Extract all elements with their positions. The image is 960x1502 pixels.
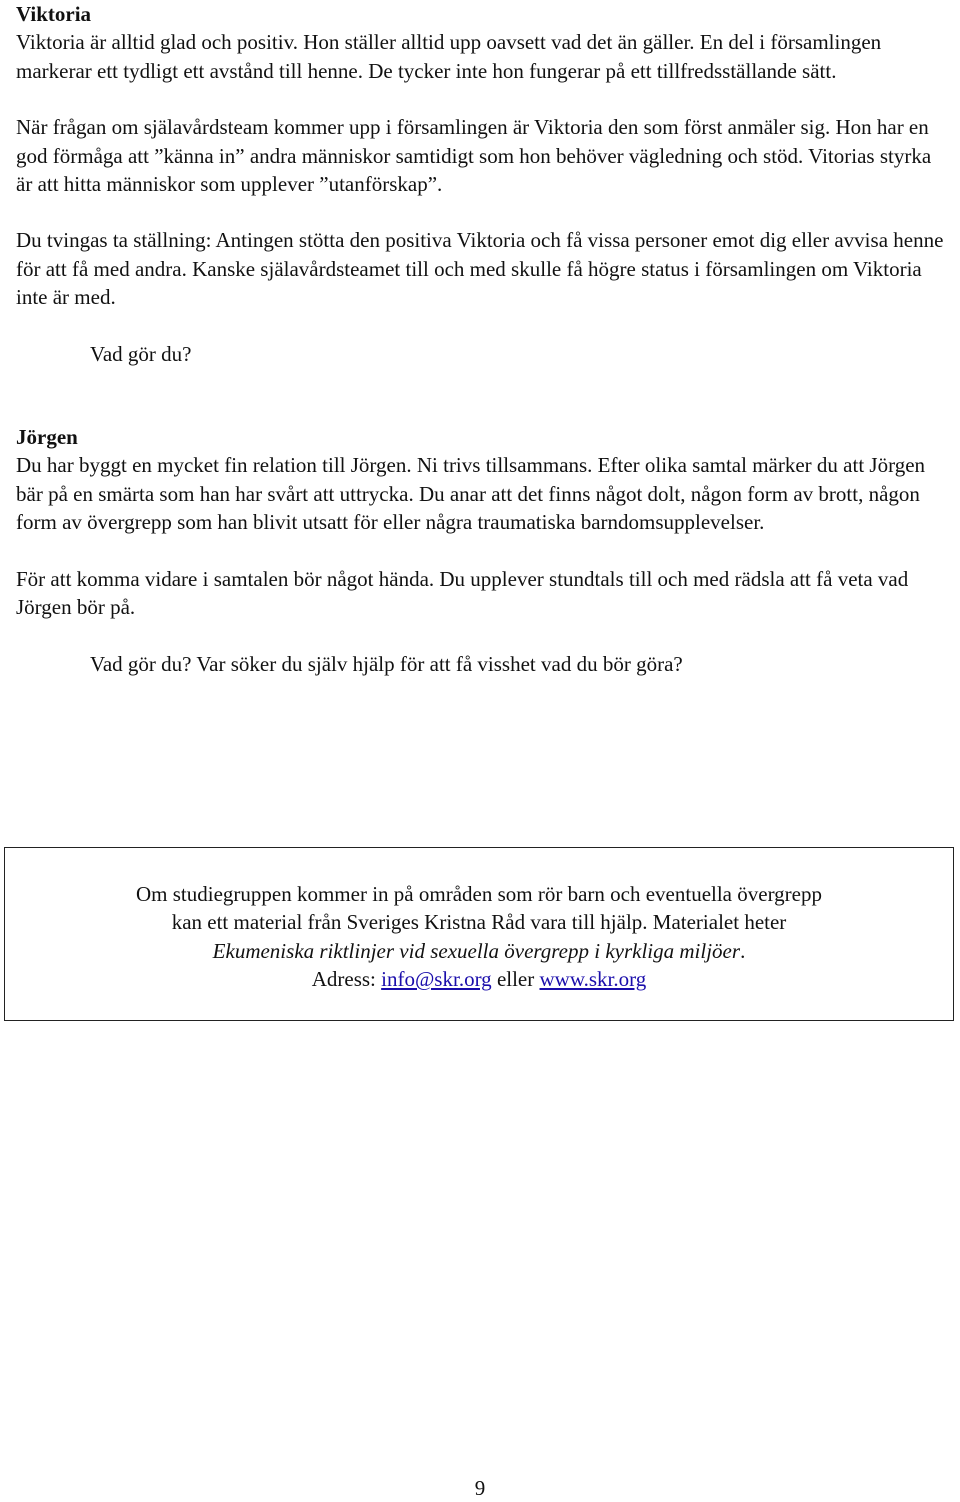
viktoria-question: Vad gör du? (90, 341, 192, 366)
section-heading-jorgen: Jörgen (16, 425, 78, 450)
section-jorgen (16, 423, 946, 678)
viktoria-paragraph-2: När frågan om själavårdsteam kommer upp i församlingen är Viktoria den som först anmäler sig. Hon har en god förmåga att ”känna in” andra människor samtidigt som hon behöver vägledning och stöd. Vitorias styrka är att hitta människor som upplever ”utanförskap”. (16, 115, 932, 197)
info-address-line (5, 965, 953, 993)
jorgen-question: Vad gör du? Var söker du själv hjälp för att få visshet vad du bör göra? (90, 651, 683, 676)
jorgen-paragraph-1: Du har byggt en mycket fin relation till Jörgen. Ni trivs tillsammans. Efter olika samtal märker du att Jörgen bär på en smärta som han har svårt att uttrycka. Du anar att det finns något dolt, någon form av brott, någon form av övergrepp som han blivit utsatt för eller några traumatiska barndomsupplevelser. (16, 453, 926, 535)
info-or: eller (491, 967, 540, 992)
jorgen-paragraph-2: För att komma vidare i samtalen bör något hända. Du upplever stundtals till och med rädsla att få veta vad Jörgen bör på. (16, 566, 909, 620)
info-box (4, 847, 954, 1021)
page-number: 9 (474, 1476, 486, 1500)
info-line-2: kan ett material från Sveriges Kristna Råd vara till hjälp. Materialet heter (171, 910, 787, 935)
document-page (16, 0, 946, 678)
section-viktoria (16, 0, 946, 368)
section-heading-viktoria: Viktoria (16, 2, 92, 26)
info-material-title-line (5, 937, 953, 965)
info-address-label: Adress: (311, 967, 382, 992)
viktoria-paragraph-1: Viktoria är alltid glad och positiv. Hon ställer alltid upp oavsett vad det än gäller. En del i församlingen markerar ett tydligt ett avstånd till henne. De tycker inte hon fungerar på ett tillfredsställande sätt. (16, 30, 882, 83)
info-material-title-end: . (740, 938, 746, 963)
info-material-title: Ekumeniska riktlinjer vid sexuella övergrepp i kyrkliga miljöer (212, 938, 741, 963)
email-link[interactable]: info@skr.org (381, 967, 492, 992)
viktoria-paragraph-3: Du tvingas ta ställning: Antingen stötta den positiva Viktoria och få vissa personer emot dig eller avvisa henne för att få med andra. Kanske själavårdsteamet till och med skulle få högre status i församlingen om Viktoria inte är med. (16, 228, 944, 310)
info-line-1: Om studiegruppen kommer in på områden som rör barn och eventuella övergrepp (136, 882, 822, 906)
website-link[interactable]: www.skr.org (539, 967, 647, 992)
